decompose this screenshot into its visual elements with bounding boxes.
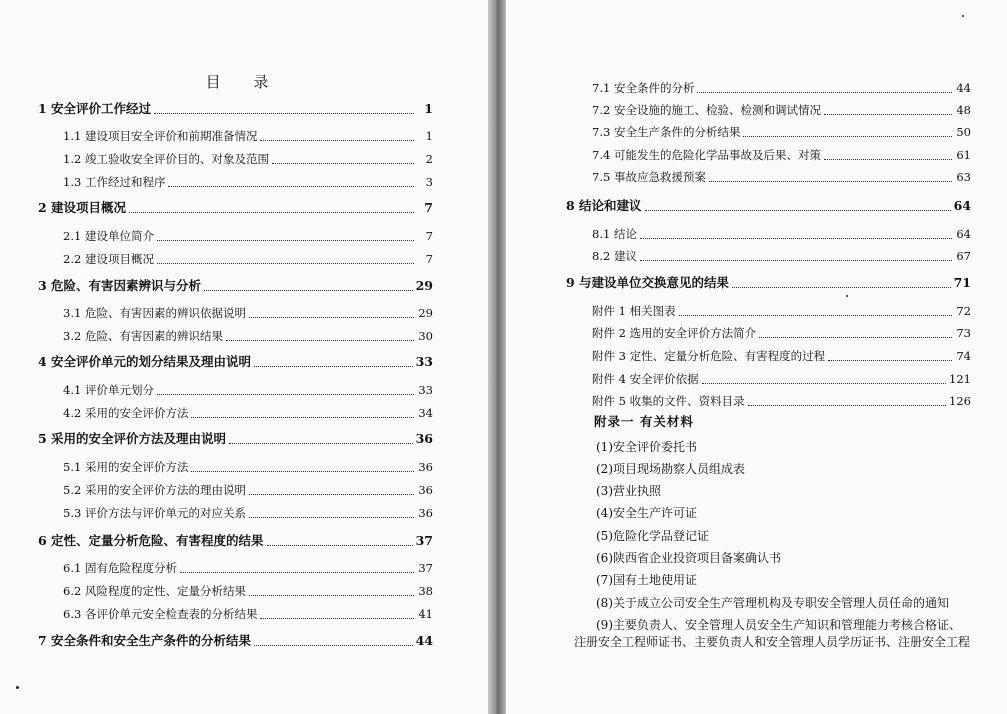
toc-section-entry (592, 145, 971, 165)
dot-leader (157, 393, 414, 395)
toc-entry-label: 2.1 建设单位简介 (63, 229, 154, 243)
toc-entry-label: 7 安全条件和安全生产条件的分析结果 (38, 633, 252, 648)
toc-entry-label: 8.1 结论 (592, 227, 637, 241)
toc-entry-label: 附件 2 选用的安全评价方法简介 (592, 326, 757, 340)
appendix-item: (3)营业执照 (596, 484, 661, 498)
dot-leader (272, 162, 414, 164)
dot-leader (249, 493, 414, 495)
toc-entry-label: 7.4 可能发生的危险化学品事故及后果、对策 (592, 148, 821, 162)
toc-entry-label: 4.1 评价单元划分 (63, 383, 154, 397)
toc-section-entry (63, 480, 433, 500)
toc-entry-label: 8.2 建议 (592, 249, 637, 263)
toc-entry-page: 7 (425, 229, 433, 243)
dot-leader (204, 289, 413, 291)
toc-entry-label: 8 结论和建议 (566, 198, 642, 213)
toc-entry-page: 33 (418, 383, 433, 397)
dot-leader (824, 113, 952, 115)
toc-entry-page: 38 (418, 584, 433, 598)
dot-leader (732, 286, 951, 288)
toc-entry-page: 61 (956, 148, 971, 162)
toc-entry-page: 74 (956, 349, 971, 363)
toc-section-entry (63, 126, 433, 146)
toc-entry-page: 36 (418, 460, 433, 474)
toc-entry-page: 44 (956, 81, 971, 95)
toc-entry-label: 6.3 各评价单元安全检查表的分析结果 (63, 607, 258, 621)
dot-leader (180, 571, 414, 573)
toc-section-entry (592, 78, 971, 98)
toc-entry-label: 7.5 事故应急救援预案 (592, 170, 706, 184)
scan-speck (962, 15, 964, 17)
toc-chapter-entry (38, 429, 433, 449)
dot-leader (640, 237, 952, 239)
dot-leader (191, 416, 414, 418)
toc-entry-page: 1 (425, 129, 433, 143)
dot-leader (697, 91, 952, 93)
toc-section-entry (592, 224, 971, 244)
dot-leader (743, 135, 952, 137)
toc-section-entry (592, 391, 971, 411)
left-page (0, 0, 488, 714)
toc-entry-label: 7.2 安全设施的施工、检验、检测和调试情况 (592, 103, 821, 117)
toc-entry-label: 3 危险、有害因素辨识与分析 (38, 278, 202, 293)
dot-leader (157, 262, 414, 264)
toc-entry-label: 1.3 工作经过和程序 (63, 175, 166, 189)
toc-entry-page: 63 (956, 170, 971, 184)
toc-entry-page: 71 (953, 275, 971, 290)
toc-chapter-entry (38, 99, 433, 119)
toc-entry-page: 37 (415, 533, 433, 548)
toc-entry-label: 1.1 建设项目安全评价和前期准备情况 (63, 129, 258, 143)
appendix-item: (1)安全评价委托书 (596, 440, 697, 454)
dot-leader (260, 139, 414, 141)
toc-section-entry (592, 246, 971, 266)
toc-chapter-entry (566, 196, 971, 216)
scan-speck (846, 295, 848, 297)
appendix-item: (9)主要负责人、安全管理人员安全生产知识和管理能力考核合格证、 (596, 618, 962, 632)
appendix-heading: 附录一 有关材料 (594, 414, 694, 429)
dot-leader (640, 259, 952, 261)
dot-leader (154, 112, 414, 114)
appendix-item: (4)安全生产许可证 (596, 506, 697, 520)
toc-entry-page: 29 (415, 278, 433, 293)
toc-section-entry (63, 503, 433, 523)
toc-entry-label: 4.2 采用的安全评价方法 (63, 406, 189, 420)
toc-entry-label: 4 安全评价单元的划分结果及理由说明 (38, 354, 252, 369)
appendix-item: (8)关于成立公司安全生产管理机构及专职安全管理人员任命的通知 (596, 596, 950, 610)
toc-entry-page: 73 (956, 326, 971, 340)
toc-entry-page: 72 (956, 304, 971, 318)
scan-speck (16, 686, 19, 689)
dot-leader (249, 594, 414, 596)
toc-entry-label: 7.3 安全生产条件的分析结果 (592, 125, 741, 139)
toc-section-entry (592, 100, 971, 120)
toc-entry-page: 50 (956, 125, 971, 139)
toc-entry-label: 6 定性、定量分析危险、有害程度的结果 (38, 533, 264, 548)
appendix-item: (5)危险化学品登记证 (596, 529, 709, 543)
toc-entry-label: 5.2 采用的安全评价方法的理由说明 (63, 483, 246, 497)
dot-leader (226, 339, 414, 341)
toc-title: 目 录 (205, 73, 283, 91)
toc-section-entry (63, 303, 433, 323)
toc-entry-page: 41 (418, 607, 433, 621)
dot-leader (249, 316, 414, 318)
toc-entry-label: 附件 1 相关图表 (592, 304, 676, 318)
appendix-item: (6)陕西省企业投资项目备案确认书 (596, 551, 781, 565)
toc-entry-page: 1 (424, 101, 433, 116)
toc-chapter-entry (38, 352, 433, 372)
toc-entry-label: 3.1 危险、有害因素的辨识依据说明 (63, 306, 246, 320)
toc-entry-label: 3.2 危险、有害因素的辨识结果 (63, 329, 223, 343)
toc-entry-label: 5.3 评价方法与评价单元的对应关系 (63, 506, 246, 520)
toc-section-entry (63, 604, 433, 624)
toc-section-entry (63, 558, 433, 578)
toc-entry-page: 121 (949, 372, 971, 386)
dot-leader (709, 180, 952, 182)
toc-chapter-entry (38, 631, 433, 651)
toc-entry-label: 7.1 安全条件的分析 (592, 81, 695, 95)
toc-section-entry (592, 301, 971, 321)
dot-leader (759, 336, 952, 338)
toc-entry-label: 5 采用的安全评价方法及理由说明 (38, 431, 227, 446)
dot-leader (168, 185, 414, 187)
toc-chapter-entry (38, 198, 433, 218)
toc-section-entry (63, 403, 433, 423)
toc-entry-label: 2.2 建设项目概况 (63, 252, 154, 266)
toc-entry-label: 附件 5 收集的文件、资料目录 (592, 394, 745, 408)
toc-section-entry (63, 380, 433, 400)
dot-leader (645, 209, 951, 211)
toc-entry-label: 1.2 竣工验收安全评价目的、对象及范围 (63, 152, 269, 166)
toc-entry-page: 44 (415, 633, 433, 648)
toc-entry-page: 3 (425, 175, 433, 189)
toc-section-entry (592, 323, 971, 343)
toc-entry-page: 34 (418, 406, 433, 420)
toc-section-entry (63, 249, 433, 269)
toc-section-entry (592, 369, 971, 389)
toc-entry-page: 33 (415, 354, 433, 369)
toc-entry-page: 48 (956, 103, 971, 117)
toc-section-entry (63, 581, 433, 601)
dot-leader (702, 382, 946, 384)
toc-entry-page: 126 (949, 394, 971, 408)
appendix-item: (7)国有土地使用证 (596, 573, 697, 587)
dot-leader (267, 544, 413, 546)
dot-leader (129, 211, 414, 213)
dot-leader (679, 314, 952, 316)
toc-chapter-entry (38, 276, 433, 296)
toc-chapter-entry (38, 531, 433, 551)
toc-entry-page: 67 (956, 249, 971, 263)
toc-section-entry (63, 149, 433, 169)
dot-leader (828, 359, 952, 361)
toc-entry-label: 6.2 风险程度的定性、定量分析结果 (63, 584, 246, 598)
toc-entry-page: 2 (425, 152, 433, 166)
appendix-item-continuation: 注册安全工程师证书、主要负责人和安全管理人员学历证书、注册安全工程 (574, 635, 971, 649)
toc-entry-page: 64 (956, 227, 971, 241)
dot-leader (229, 442, 413, 444)
right-page (506, 0, 1007, 714)
book-gutter (488, 0, 506, 714)
toc-section-entry (63, 172, 433, 192)
appendix-item: (2)项目现场勘察人员组成表 (596, 462, 745, 476)
toc-entry-label: 附件 3 定性、定量分析危险、有害程度的过程 (592, 349, 826, 363)
toc-section-entry (592, 122, 971, 142)
toc-entry-page: 7 (424, 200, 433, 215)
toc-entry-label: 附件 4 安全评价依据 (592, 372, 699, 386)
toc-chapter-entry (566, 273, 971, 293)
toc-entry-label: 6.1 固有危险程度分析 (63, 561, 177, 575)
toc-section-entry (592, 346, 971, 366)
toc-entry-page: 7 (425, 252, 433, 266)
toc-section-entry (63, 457, 433, 477)
toc-section-entry (592, 167, 971, 187)
toc-entry-page: 29 (418, 306, 433, 320)
dot-leader (824, 158, 952, 160)
dot-leader (249, 516, 414, 518)
toc-entry-label: 9 与建设单位交换意见的结果 (566, 275, 730, 290)
dot-leader (254, 365, 413, 367)
toc-entry-page: 37 (418, 561, 433, 575)
toc-section-entry (63, 226, 433, 246)
dot-leader (254, 644, 413, 646)
dot-leader (748, 404, 946, 406)
toc-entry-page: 36 (418, 506, 433, 520)
toc-entry-label: 1 安全评价工作经过 (38, 101, 152, 116)
toc-entry-page: 36 (418, 483, 433, 497)
toc-section-entry (63, 326, 433, 346)
toc-entry-page: 30 (418, 329, 433, 343)
dot-leader (191, 470, 414, 472)
toc-entry-page: 36 (415, 431, 433, 446)
toc-entry-label: 2 建设项目概况 (38, 200, 127, 215)
dot-leader (260, 617, 414, 619)
toc-entry-label: 5.1 采用的安全评价方法 (63, 460, 189, 474)
dot-leader (157, 239, 414, 241)
toc-entry-page: 64 (953, 198, 971, 213)
